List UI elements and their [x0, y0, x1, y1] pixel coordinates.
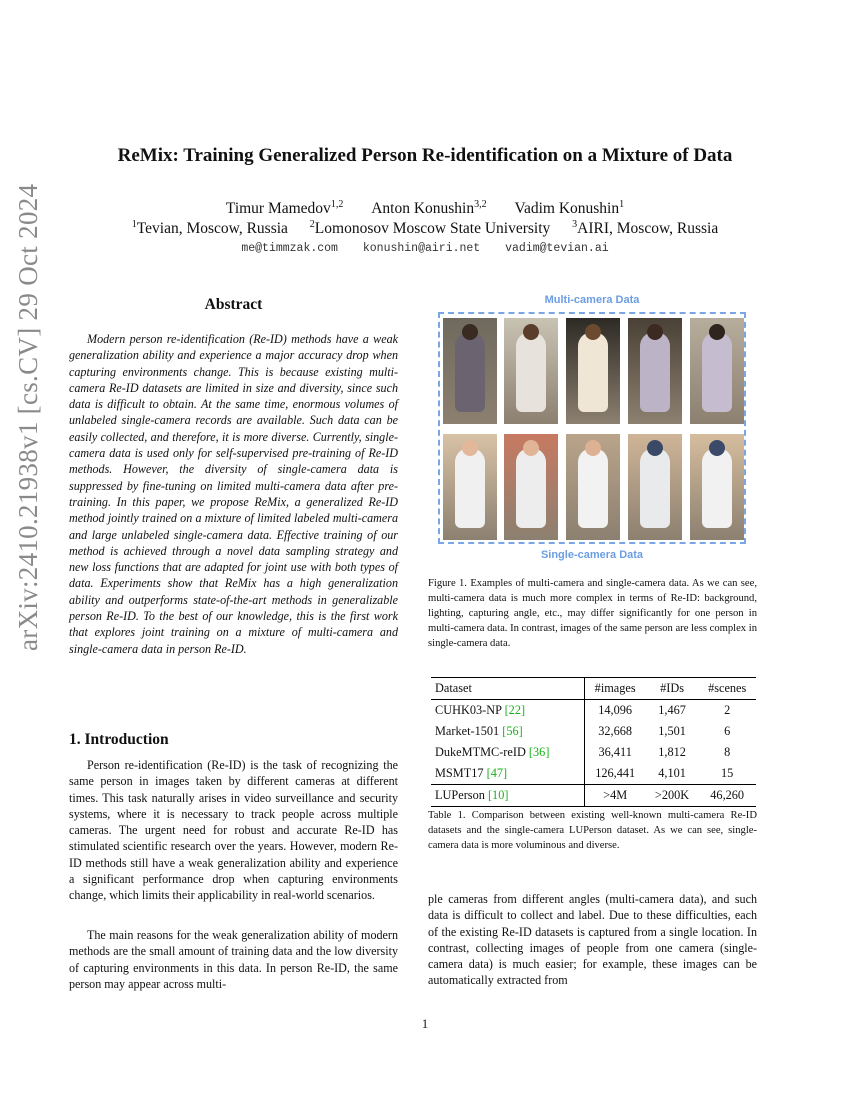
multi-camera-photo	[690, 318, 744, 424]
table-header: #images	[584, 678, 646, 700]
single-camera-photo	[566, 434, 620, 540]
person-silhouette	[578, 448, 608, 528]
table-cell: 14,096	[598, 703, 633, 717]
table-row	[431, 785, 756, 807]
arxiv-stamp: arXiv:2410.21938v1 [cs.CV] 29 Oct 2024	[13, 183, 43, 651]
body-paragraph: Person re-identification (Re-ID) is the task of recognizing the same person in images taken by different cameras at different times. This task naturally arises in video surveillance and security systems, where it is necessary to track people across multiple cameras. The urgent need for robust and accurate Re-ID has stimulated scientific research over the years. However, modern Re-ID methods still have a weak generalization ability and experience a significant performance drop when capturing environments change, which limits their applicability in real-world scenarios.	[69, 758, 398, 903]
table-cell: 6	[724, 724, 731, 738]
table-header: Dataset	[431, 678, 584, 700]
single-camera-photo	[690, 434, 744, 540]
table-cell: 46,260	[698, 785, 756, 807]
multi-camera-photo	[566, 318, 620, 424]
person-silhouette	[516, 448, 546, 528]
citation-link[interactable]: [36]	[528, 745, 550, 759]
table-cell: 15	[721, 766, 734, 780]
person-head	[523, 324, 539, 340]
table-cell: LUPerson [10]	[431, 785, 584, 807]
person-silhouette	[578, 332, 608, 412]
affiliation-list	[0, 219, 850, 238]
email: konushin@airi.net	[362, 242, 481, 255]
person-head	[647, 440, 663, 456]
author: Vadim Konushin$^1$	[514, 199, 625, 218]
body-paragraph: The main reasons for the weak generalization ability of modern methods are the small amount of training data and the low diversity of capturing environments in this data. In person Re-ID, the same person may appear across multi-	[69, 928, 398, 991]
author: Anton Konushin$^{3,2}$	[371, 199, 487, 218]
affiliation: $^1$Tevian, Moscow, Russia	[131, 219, 288, 238]
abstract-text: Modern person re-identification (Re-ID) methods have a weak generalization ability and experience a major accuracy drop when capturing environments change. This is because existing multi-camera Re-ID datasets are limited in size and diversity, since such data is difficult to obtain. At the same time, enormous volumes of unlabeled single-camera records are available. Such data can be easily collected, and therefore, it is more diverse. Currently, single-camera data is used only for self-supervised pre-training of Re-ID methods. However, the diversity of single-camera data is suppressed by fine-tuning on limited multi-camera data after pre-training. In this paper, we propose ReMix, a generalized Re-ID method jointly trained on a mixture of limited labeled multi-camera and large unlabeled single-camera data. Effective training of our method is achieved through a novel data sampling strategy and new loss functions that are adapted for joint use with both types of data. Experiments show that ReMix has a high generalization ability and outperforms state-of-the-art methods in generalizable person Re-ID. To the best of our knowledge, this is the first work that explores joint training on a mixture of multi-camera and single-camera data in person Re-ID.	[69, 332, 398, 656]
table-cell: MSMT17 [47]	[431, 763, 584, 785]
email: me@timmzak.com	[241, 242, 338, 255]
table-cell: 126,441	[595, 766, 636, 780]
table-header: #scenes	[698, 678, 756, 700]
abstract-heading: Abstract	[204, 296, 263, 313]
table-row	[431, 763, 756, 785]
table-row	[431, 742, 756, 763]
person-head	[462, 324, 478, 340]
citation-link[interactable]: [47]	[486, 766, 508, 780]
person-head	[647, 324, 663, 340]
person-head	[709, 440, 725, 456]
table-cell: CUHK03-NP [22]	[431, 700, 584, 722]
citation-link[interactable]: [56]	[502, 724, 523, 738]
table-cell: >200K	[646, 785, 699, 807]
table-cell: Market-1501 [56]	[431, 721, 584, 742]
datasets-table	[431, 677, 756, 807]
citation-link[interactable]: [22]	[504, 703, 526, 717]
single-camera-photo	[628, 434, 682, 540]
paper-title: ReMix: Training Generalized Person Re-identification on a Mixture of Data	[117, 145, 733, 166]
table-cell: 1,812	[658, 745, 686, 759]
body-paragraph: ple cameras from different angles (multi-camera data), and such data is difficult to collect and label. Due to these difficulties, each of the existing Re-ID datasets is captured from a single location. In contrast, collecting images of people from one camera (single-camera data) is much easier; for example, these images can be automatically extracted from	[428, 892, 757, 988]
multi-camera-photo	[504, 318, 558, 424]
table-header-row	[431, 678, 756, 700]
author: Timur Mamedov$^{1,2}$	[225, 199, 344, 218]
person-silhouette	[640, 332, 670, 412]
person-head	[709, 324, 725, 340]
table-row	[431, 700, 756, 722]
person-silhouette	[455, 448, 485, 528]
email-list	[0, 242, 850, 255]
author-list	[0, 199, 850, 218]
table-cell: 2	[724, 703, 731, 717]
person-head	[462, 440, 478, 456]
table-cell: 36,411	[598, 745, 632, 759]
figure-label-single-camera: Single-camera Data	[540, 549, 644, 561]
table-header: #IDs	[646, 678, 699, 700]
affiliation: $^3$AIRI, Moscow, Russia	[572, 219, 719, 238]
table-cell: 1,501	[658, 724, 686, 738]
page-number: 1	[421, 1017, 429, 1031]
figure-caption: Figure 1. Examples of multi-camera and single-camera data. As we can see, multi-camera data is much more complex in terms of Re-ID: background, lighting, capturing angle, etc., may differ significantly for one person in multi-camera data. In contrast, images of the same person are less complex in single-camera data.	[428, 578, 757, 649]
table-cell: 8	[724, 745, 731, 759]
multi-camera-photo	[628, 318, 682, 424]
multi-camera-photo	[443, 318, 497, 424]
section-heading: 1. Introduction	[69, 731, 169, 748]
table-cell: 1,467	[658, 703, 686, 717]
person-head	[585, 324, 601, 340]
table-cell: 32,668	[598, 724, 633, 738]
figure-label-multi-camera: Multi-camera Data	[544, 294, 640, 306]
person-silhouette	[640, 448, 670, 528]
table-cell: 4,101	[658, 766, 686, 780]
person-head	[585, 440, 601, 456]
person-silhouette	[702, 448, 732, 528]
table-cell: DukeMTMC-reID [36]	[431, 742, 584, 763]
citation-link[interactable]: [10]	[487, 788, 509, 802]
email: vadim@tevian.ai	[505, 242, 609, 255]
table-row	[431, 721, 756, 742]
person-head	[523, 440, 539, 456]
table-caption: Table 1. Comparison between existing well-known multi-camera Re-ID datasets and the single-camera LUPerson dataset. As we can see, single-camera data is more voluminous and diverse.	[428, 810, 757, 851]
person-silhouette	[516, 332, 546, 412]
single-camera-photo	[504, 434, 558, 540]
person-silhouette	[455, 332, 485, 412]
table-cell: >4M	[584, 785, 646, 807]
single-camera-photo	[443, 434, 497, 540]
person-silhouette	[702, 332, 732, 412]
affiliation: $^2$Lomonosov Moscow State University	[309, 219, 551, 238]
